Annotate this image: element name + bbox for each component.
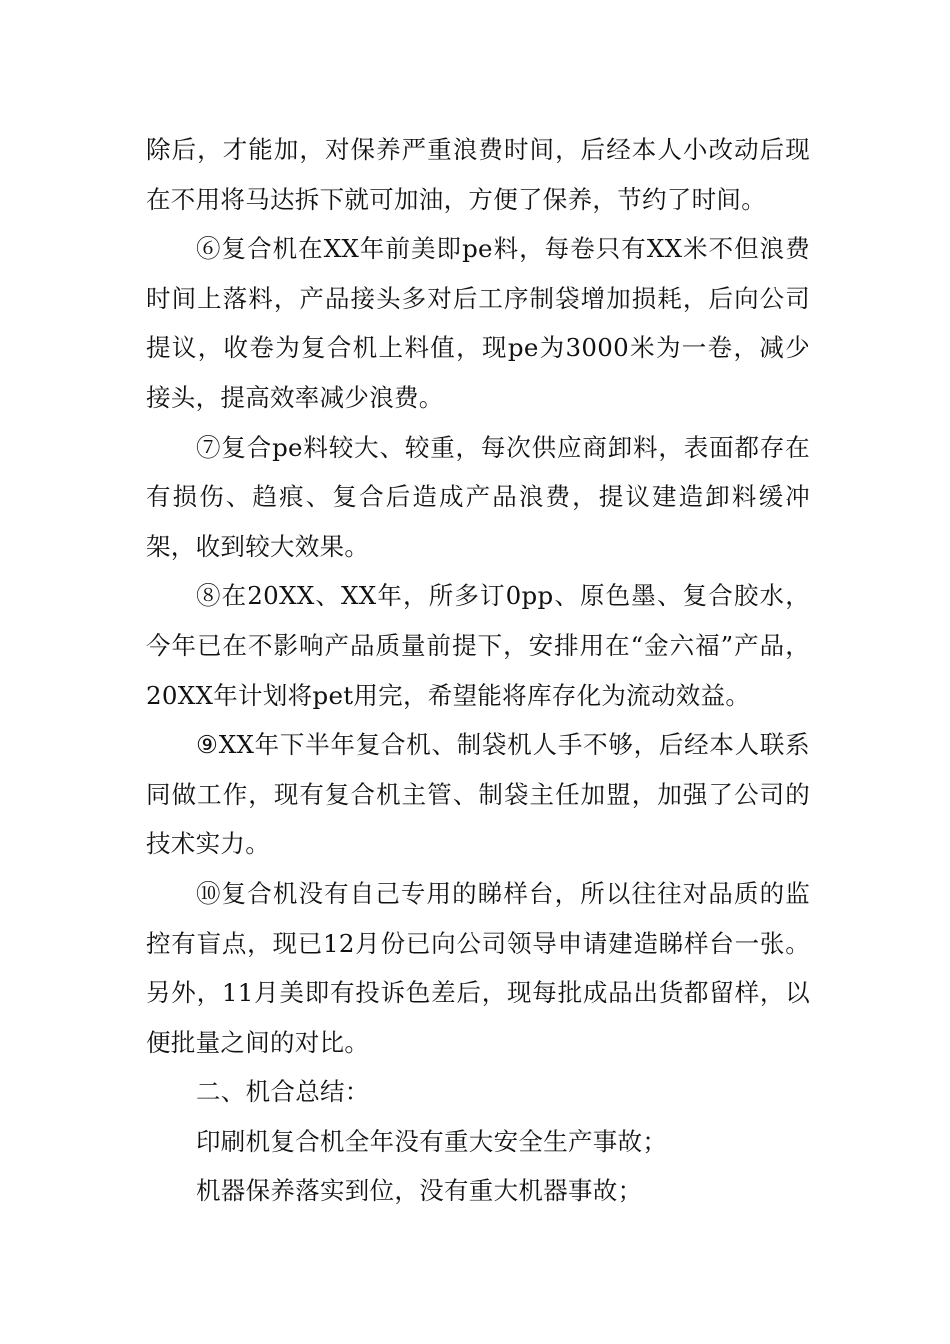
paragraph-item-10: ⑩复合机没有自己专用的睇样台，所以往往对品质的监控有盲点，现已12月份已向公司领导申请建造睇样台一张。另外，11月美即有投诉色差后，现每批成品出货都留样，以便批量之间的对比。 [146,878,810,1057]
paragraph-continuation: 除后，才能加，对保养严重浪费时间，后经本人小改动后现在不用将马达拆下就可加油，方便了保养，节约了时间。 [146,135,810,214]
paragraph-item-8: ⑧在20XX、XX年，所多订0pp、原色墨、复合胶水，今年已在不影响产品质量前提下，安排用在“金六福”产品，20XX年计划将pet用完，希望能将库存化为流动效益。 [146,581,810,710]
summary-line-1: 印刷机复合机全年没有重大安全生产事故； [196,1126,668,1156]
paragraph-item-9: ⑨XX年下半年复合机、制袋机人手不够，后经本人联系同做工作，现有复合机主管、制袋主任加盟，加强了公司的技术实力。 [146,730,810,859]
paragraph-item-6: ⑥复合机在XX年前美即pe料，每卷只有XX米不但浪费时间上落料，产品接头多对后工序制袋增加损耗，后向公司提议，收卷为复合机上料值，现pe为3000米为一卷，减少接头，提高效率减少浪费。 [146,234,810,412]
document-body [146,125,810,1216]
section-heading-2: 二、机合总结： [196,1077,370,1107]
summary-line-2: 机器保养落实到位，没有重大机器事故； [196,1176,643,1206]
paragraph-item-7: ⑦复合pe料较大、较重，每次供应商卸料，表面都存在有损伤、趋痕、复合后造成产品浪费，提议建造卸料缓冲架，收到较大效果。 [146,432,810,561]
